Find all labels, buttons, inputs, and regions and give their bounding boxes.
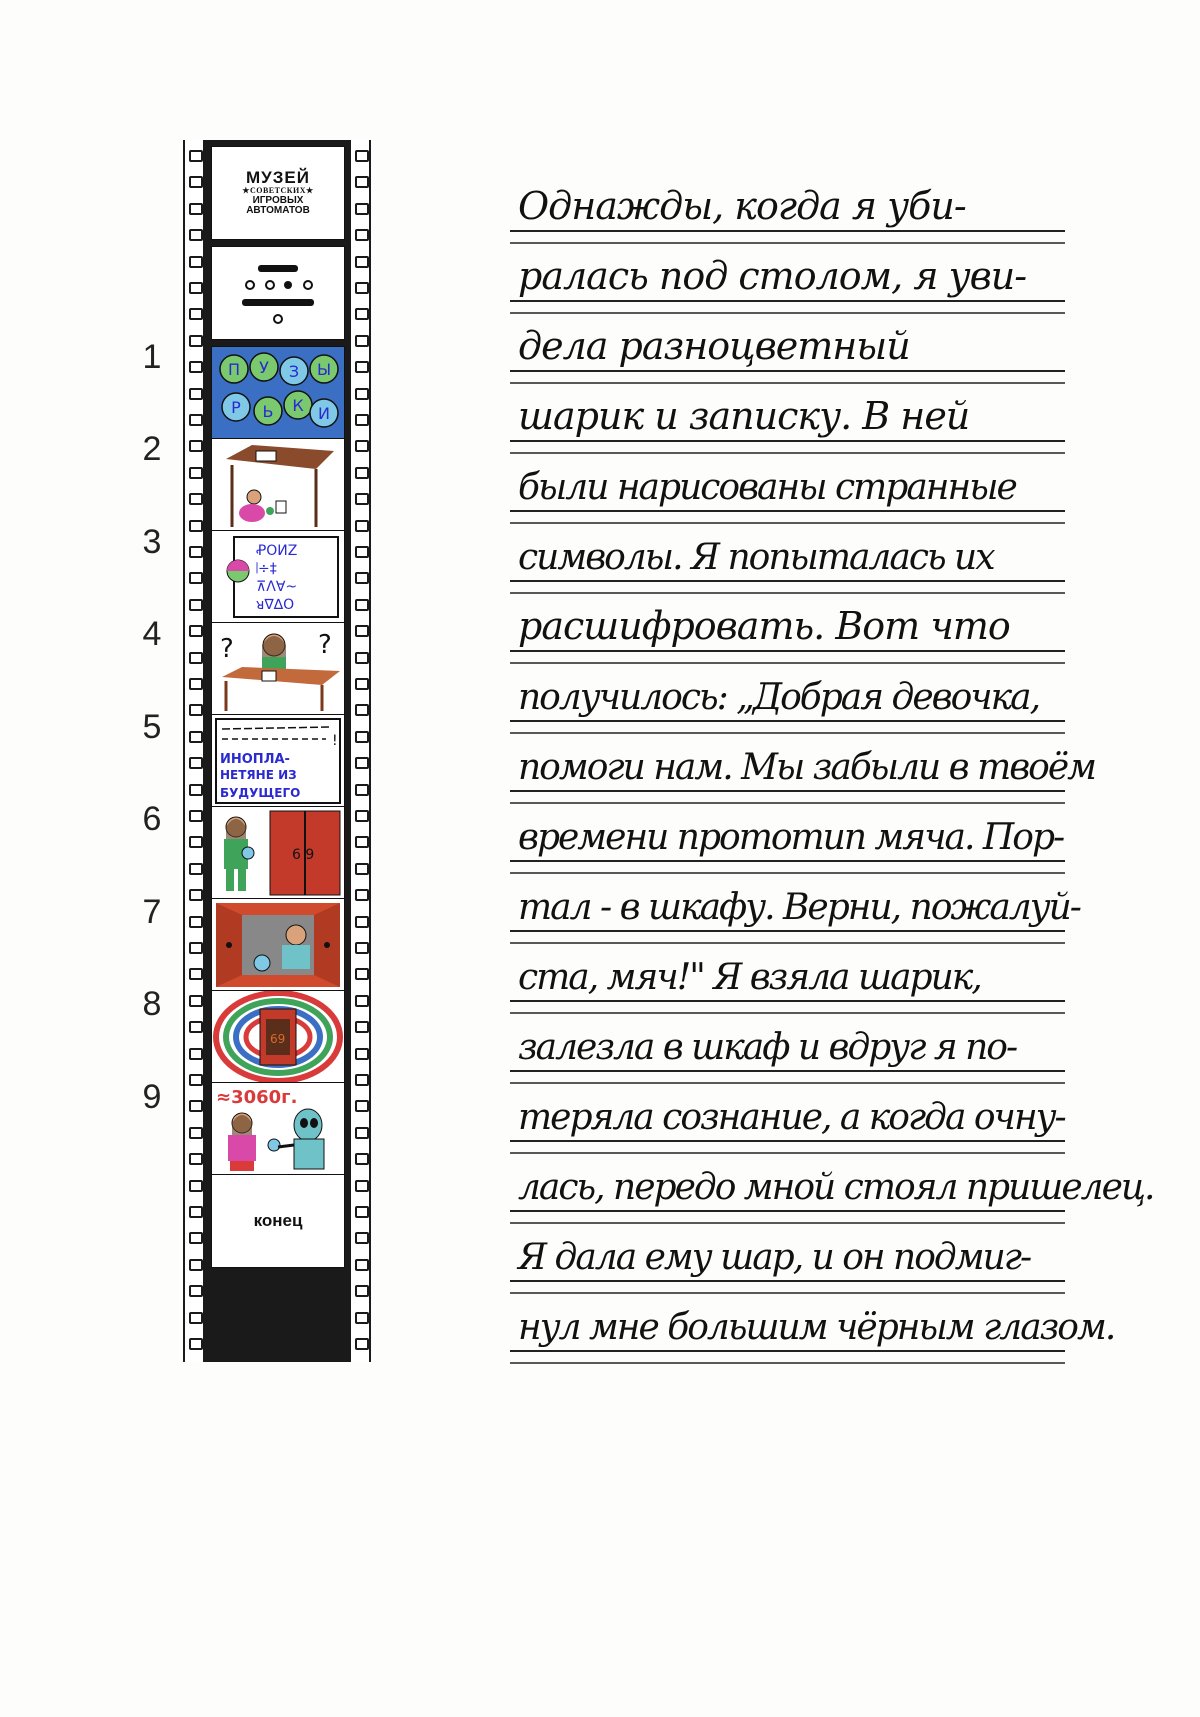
story-line-10: времени прототип мяча. Пор- bbox=[510, 780, 1070, 880]
sprocket-hole bbox=[355, 1100, 369, 1112]
sprocket-hole bbox=[355, 678, 369, 690]
sprocket-hole bbox=[189, 678, 203, 690]
sprocket-hole bbox=[355, 1048, 369, 1060]
film-perforation-right bbox=[349, 140, 371, 1362]
sprocket-hole bbox=[355, 1074, 369, 1086]
sprocket-hole bbox=[189, 229, 203, 241]
sprocket-hole bbox=[189, 1021, 203, 1033]
sprocket-hole bbox=[189, 784, 203, 796]
story-line-17: нул мне большим чёрным глазом. bbox=[510, 1270, 1070, 1370]
letter-bubble bbox=[254, 397, 282, 425]
sprocket-hole bbox=[355, 229, 369, 241]
comic-frame-6 bbox=[211, 806, 345, 900]
end-frame bbox=[211, 1174, 345, 1268]
sprocket-hole bbox=[355, 361, 369, 373]
sprocket-hole bbox=[355, 546, 369, 558]
sprocket-hole bbox=[189, 1312, 203, 1324]
svg-text:?: ? bbox=[318, 630, 332, 660]
sprocket-hole bbox=[189, 889, 203, 901]
svg-text:ꝒOИZ: ꝒOИZ bbox=[256, 543, 298, 559]
svg-text:З: З bbox=[288, 362, 300, 381]
girl-thinking-drawing bbox=[212, 623, 344, 715]
frame-number-3: 3 bbox=[142, 523, 162, 561]
sprocket-hole bbox=[355, 599, 369, 611]
sprocket-hole bbox=[355, 1232, 369, 1244]
story-line-3: дела разноцветный bbox=[510, 290, 1070, 390]
story-line-11: тал - в шкафу. Верни, пожалуй- bbox=[510, 850, 1070, 950]
sprocket-hole bbox=[355, 388, 369, 400]
letter-bubble bbox=[250, 353, 278, 381]
sprocket-hole bbox=[189, 757, 203, 769]
comic-frame-9 bbox=[211, 1082, 345, 1176]
story-line-7: расшифровать. Вот что bbox=[510, 570, 1070, 670]
sprocket-hole bbox=[189, 836, 203, 848]
sprocket-hole bbox=[355, 757, 369, 769]
svg-text:Ь: Ь bbox=[262, 402, 274, 421]
story-line-6: символы. Я попыталась их bbox=[510, 500, 1070, 600]
svg-text:Р: Р bbox=[231, 398, 241, 417]
end-label: конец bbox=[253, 1211, 303, 1230]
story-line-2: ралась под столом, я уви- bbox=[510, 220, 1070, 320]
girl-and-alien-drawing bbox=[212, 1083, 344, 1175]
comic-frame-3 bbox=[211, 530, 345, 624]
comic-frame-5 bbox=[211, 714, 345, 808]
svg-text:?: ? bbox=[220, 634, 234, 664]
sprocket-hole bbox=[355, 150, 369, 162]
story-line-15: лась, передо мной стоял пришелец. bbox=[510, 1130, 1070, 1230]
sprocket-hole bbox=[355, 652, 369, 664]
sprocket-hole bbox=[189, 1127, 203, 1139]
sprocket-hole bbox=[355, 1206, 369, 1218]
sprocket-hole bbox=[355, 625, 369, 637]
story-line-16: Я дала ему шар, и он подмиг- bbox=[510, 1200, 1070, 1300]
sprocket-hole bbox=[355, 995, 369, 1007]
svg-text:К: К bbox=[292, 396, 304, 415]
svg-text:П: П bbox=[227, 360, 241, 379]
sprocket-hole bbox=[189, 176, 203, 188]
sprocket-hole bbox=[189, 493, 203, 505]
sprocket-hole bbox=[355, 308, 369, 320]
film-perforation-left bbox=[183, 140, 205, 1362]
logo-line-museum: МУЗЕЙ bbox=[246, 168, 310, 188]
svg-text:И: И bbox=[318, 404, 330, 423]
svg-text:𝄁÷‡: 𝄁÷‡ bbox=[256, 561, 277, 577]
sprocket-hole bbox=[189, 704, 203, 716]
girl-inside-wardrobe-drawing bbox=[212, 899, 344, 991]
sprocket-hole bbox=[189, 256, 203, 268]
sprocket-hole bbox=[355, 335, 369, 347]
frame-number-6: 6 bbox=[142, 800, 162, 838]
letter-bubble bbox=[310, 399, 338, 427]
sprocket-hole bbox=[189, 625, 203, 637]
sprocket-hole bbox=[189, 1180, 203, 1192]
sprocket-hole bbox=[355, 731, 369, 743]
sprocket-hole bbox=[355, 942, 369, 954]
sprocket-hole bbox=[189, 1259, 203, 1271]
sprocket-hole bbox=[355, 1021, 369, 1033]
sprocket-hole bbox=[189, 968, 203, 980]
story-line-12: ста, мяч!" Я взяла шарик, bbox=[510, 920, 1070, 1020]
sprocket-hole bbox=[189, 810, 203, 822]
frame-number-4: 4 bbox=[142, 615, 162, 653]
comic-frame-8 bbox=[211, 990, 345, 1084]
sprocket-hole bbox=[355, 916, 369, 928]
svg-text:Ы: Ы bbox=[316, 360, 332, 379]
sprocket-hole bbox=[189, 414, 203, 426]
sprocket-hole bbox=[189, 916, 203, 928]
note-line-3: БУДУЩЕГО bbox=[220, 786, 301, 800]
sprocket-hole bbox=[355, 414, 369, 426]
frame-number-1: 1 bbox=[142, 338, 162, 376]
sprocket-hole bbox=[189, 282, 203, 294]
sprocket-hole bbox=[355, 968, 369, 980]
frame-number-2: 2 bbox=[142, 430, 162, 468]
sprocket-hole bbox=[355, 176, 369, 188]
sprocket-hole bbox=[189, 467, 203, 479]
sprocket-hole bbox=[355, 256, 369, 268]
sprocket-hole bbox=[355, 1259, 369, 1271]
story-line-14: теряла сознание, а когда очну- bbox=[510, 1060, 1070, 1160]
sprocket-hole bbox=[189, 546, 203, 558]
letter-bubble bbox=[280, 357, 308, 385]
sprocket-hole bbox=[355, 1312, 369, 1324]
logo-line-machines: АВТОМАТОВ bbox=[246, 205, 310, 217]
svg-text:У: У bbox=[259, 358, 269, 377]
sprocket-hole bbox=[189, 308, 203, 320]
story-line-5: были нарисованы странные bbox=[510, 430, 1070, 530]
sprocket-hole bbox=[189, 520, 203, 532]
sprocket-hole bbox=[355, 889, 369, 901]
sprocket-hole bbox=[189, 731, 203, 743]
letter-bubble bbox=[310, 355, 338, 383]
sprocket-hole bbox=[189, 652, 203, 664]
sprocket-hole bbox=[189, 1153, 203, 1165]
sprocket-hole bbox=[189, 1232, 203, 1244]
story-line-9: помоги нам. Мы забыли в твоём bbox=[510, 710, 1070, 810]
frame-number-5: 5 bbox=[142, 708, 162, 746]
sprocket-hole bbox=[189, 388, 203, 400]
logo-line-game: ИГРОВЫХ bbox=[252, 194, 304, 206]
girl-wardrobe-drawing bbox=[212, 807, 344, 899]
sprocket-hole bbox=[189, 1100, 203, 1112]
svg-text:69: 69 bbox=[270, 1032, 286, 1046]
sprocket-hole bbox=[355, 1127, 369, 1139]
frame-number-7: 7 bbox=[142, 893, 162, 931]
sprocket-hole bbox=[355, 836, 369, 848]
sprocket-hole bbox=[189, 863, 203, 875]
letter-bubbles-drawing bbox=[212, 347, 344, 439]
symbols-sheet-drawing bbox=[212, 531, 344, 623]
emblem-frame bbox=[211, 246, 345, 340]
sprocket-hole bbox=[189, 942, 203, 954]
logo-line-soviet: ★СОВЕТСКИХ★ bbox=[242, 186, 314, 196]
story-line-8: получилось: „Добрая девочка, bbox=[510, 640, 1070, 740]
sprocket-hole bbox=[189, 1074, 203, 1086]
museum-emblem-icon bbox=[212, 247, 344, 339]
comic-frame-7 bbox=[211, 898, 345, 992]
film-strip bbox=[183, 140, 371, 1362]
svg-text:ᴚ∇∆O: ᴚ∇∆O bbox=[256, 597, 295, 613]
svg-text:6 9: 6 9 bbox=[292, 847, 315, 863]
sprocket-hole bbox=[355, 440, 369, 452]
frame-number-9: 9 bbox=[142, 1078, 162, 1116]
sprocket-hole bbox=[189, 1206, 203, 1218]
sprocket-hole bbox=[189, 440, 203, 452]
letter-bubble bbox=[222, 393, 250, 421]
frame-number-8: 8 bbox=[142, 985, 162, 1023]
sprocket-hole bbox=[355, 203, 369, 215]
year-label: ≈3060г. bbox=[216, 1087, 298, 1108]
letter-bubble bbox=[220, 355, 248, 383]
sprocket-hole bbox=[189, 1285, 203, 1297]
sprocket-hole bbox=[355, 784, 369, 796]
sprocket-hole bbox=[189, 599, 203, 611]
sprocket-hole bbox=[355, 810, 369, 822]
sprocket-hole bbox=[355, 863, 369, 875]
note-line-1: ИНОПЛА- bbox=[220, 752, 290, 767]
comic-frame-2 bbox=[211, 438, 345, 532]
story-line-4: шарик и записку. В ней bbox=[510, 360, 1070, 460]
story-line-13: залезла в шкаф и вдруг я по- bbox=[510, 990, 1070, 1090]
sprocket-hole bbox=[189, 1048, 203, 1060]
comic-frame-4 bbox=[211, 622, 345, 716]
svg-text:!: ! bbox=[332, 733, 338, 749]
sprocket-hole bbox=[355, 282, 369, 294]
sprocket-hole bbox=[355, 1285, 369, 1297]
sprocket-hole bbox=[189, 1338, 203, 1350]
sprocket-hole bbox=[355, 493, 369, 505]
sprocket-hole bbox=[355, 520, 369, 532]
sprocket-hole bbox=[189, 335, 203, 347]
portal-rainbow-drawing bbox=[212, 991, 344, 1083]
sprocket-hole bbox=[355, 572, 369, 584]
story-line-1: Однажды, когда я уби- bbox=[510, 150, 1070, 250]
sprocket-hole bbox=[355, 467, 369, 479]
note-message-drawing bbox=[212, 715, 344, 807]
sprocket-hole bbox=[189, 203, 203, 215]
letter-bubble bbox=[284, 391, 312, 419]
sprocket-hole bbox=[189, 150, 203, 162]
sprocket-hole bbox=[355, 1338, 369, 1350]
comic-frame-1 bbox=[211, 346, 345, 440]
note-line-2: НЕТЯНЕ ИЗ bbox=[220, 768, 297, 782]
sprocket-hole bbox=[189, 995, 203, 1007]
sprocket-hole bbox=[355, 704, 369, 716]
sprocket-hole bbox=[189, 361, 203, 373]
girl-under-table-drawing bbox=[212, 439, 344, 531]
svg-text:⊼Λ∀~: ⊼Λ∀~ bbox=[256, 579, 298, 595]
sprocket-hole bbox=[189, 572, 203, 584]
museum-logo-frame bbox=[211, 146, 345, 240]
sprocket-hole bbox=[355, 1180, 369, 1192]
sprocket-hole bbox=[355, 1153, 369, 1165]
